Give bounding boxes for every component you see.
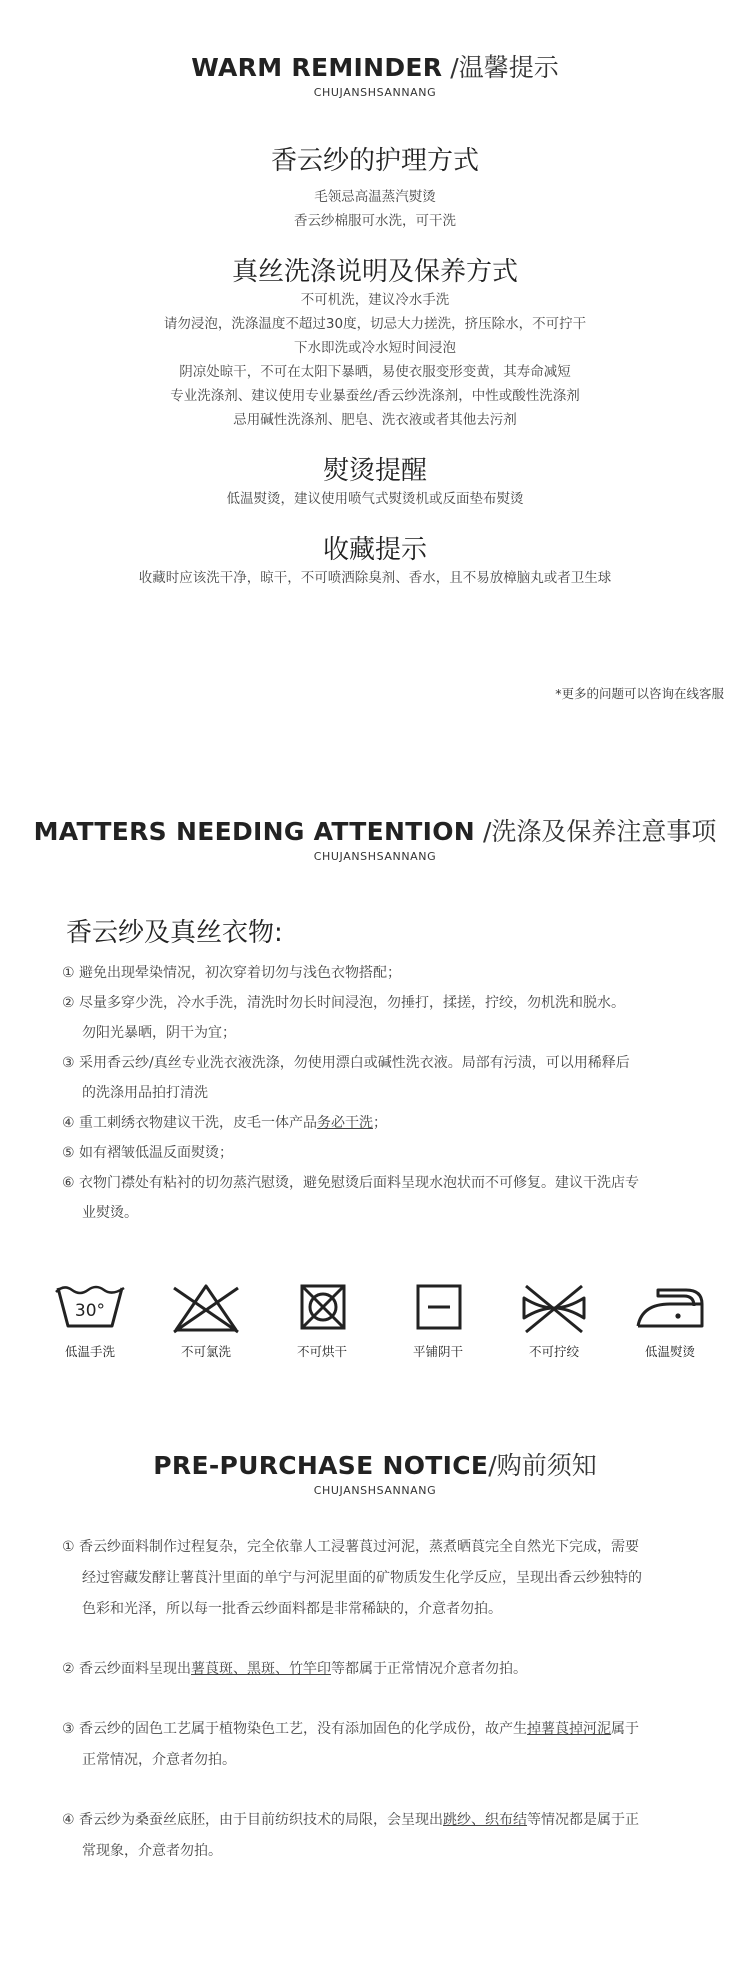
svg-text:30°: 30° — [74, 1301, 106, 1321]
care-line: 请勿浸泡，洗涤温度不超过30度，切忌大力搓洗，挤压除水，不可拧干 — [163, 316, 587, 332]
underlined-text: 薯莨斑、黑斑、竹竿印 — [191, 1661, 332, 1677]
list-item: ④ 重工刺绣衣物建议干洗，皮毛一体产品务必干洗； — [62, 1115, 388, 1131]
no-tumble-dry-icon — [282, 1278, 362, 1338]
care-line: 收藏时应该洗干净，晾干，不可喷洒除臭剂、香水，且不易放樟脑丸或者卫生球 — [138, 570, 612, 586]
matters-attention-header — [0, 812, 750, 863]
list-item: ① 香云纱面料制作过程复杂，完全依靠人工浸薯莨过河泥，蒸煮晒莨完全自然光下完成，需要 经过窖藏发酵让薯莨汁里面的单宁与河泥里面的矿物质发生化学反应，呈现出香云纱独特的 色彩和光泽，所以每一批香云纱面料都是非常稀缺的，介意者勿拍。 — [62, 1539, 642, 1617]
iron-low-icon — [630, 1278, 710, 1338]
list-item: ③ 香云纱的固色工艺属于植物染色工艺，没有添加固色的化学成份，故产生掉薯莨掉河泥属于 正常情况，介意者勿拍。 — [62, 1721, 640, 1768]
footnote: *更多的问题可以咨询在线客服 — [555, 686, 724, 701]
care-block-storage — [0, 529, 750, 590]
care-heading: 熨烫提醒 — [322, 456, 427, 486]
care-symbol — [272, 1278, 372, 1360]
icon-label: 低温熨烫 — [644, 1344, 695, 1359]
dry-flat-shade-icon — [398, 1278, 478, 1338]
section-title-cn: 温馨提示 — [458, 53, 559, 82]
section-subtitle: CHUJANSHSANNANG — [313, 850, 437, 863]
care-line: 不可机洗，建议冷水手洗 — [300, 292, 450, 308]
section-title-en: MATTERS NEEDING ATTENTION — [33, 817, 475, 846]
care-symbol — [156, 1278, 256, 1360]
list-item: ③ 采用香云纱/真丝专业洗衣液洗涤，勿使用漂白或碱性洗衣液。局部有污渍，可以用稀释后 的洗涤用品拍打清洗 — [62, 1055, 630, 1101]
care-symbol — [40, 1278, 140, 1360]
underlined-text: 掉薯莨掉河泥 — [527, 1721, 612, 1737]
no-bleach-icon — [166, 1278, 246, 1338]
icon-label: 不可烘干 — [296, 1344, 347, 1359]
section-title: WARM REMINDER /温馨提示 — [191, 53, 559, 82]
wash-30-icon — [50, 1278, 130, 1338]
icon-label: 不可氯洗 — [180, 1344, 231, 1359]
notice-list — [62, 1532, 702, 1896]
section-subtitle: CHUJANSHSANNANG — [313, 86, 437, 99]
list-item: ④ 香云纱为桑蚕丝底胚，由于目前纺织技术的局限，会呈现出跳纱、织布结等情况都是属于正 常现象，介意者勿拍。 — [62, 1812, 640, 1859]
care-symbol — [504, 1278, 604, 1360]
care-line: 香云纱棉服可水洗，可干洗 — [294, 213, 456, 229]
care-symbol — [388, 1278, 488, 1360]
section-title-cn: 洗涤及保养注意事项 — [491, 817, 717, 846]
section-title-en: WARM REMINDER — [191, 53, 443, 82]
pre-purchase-header — [0, 1446, 750, 1497]
attention-list — [62, 958, 702, 1228]
care-symbols — [40, 1278, 720, 1360]
section-title: MATTERS NEEDING ATTENTION /洗涤及保养注意事项 — [33, 817, 717, 846]
no-wring-icon — [514, 1278, 594, 1338]
section-subtitle: CHUJANSHSANNANG — [313, 1484, 437, 1497]
section-title-cn: 购前须知 — [496, 1451, 597, 1480]
attention-heading: 香云纱及真丝衣物: — [66, 918, 283, 948]
care-line: 下水即洗或冷水短时间浸泡 — [294, 340, 456, 356]
warm-reminder-header — [0, 48, 750, 99]
care-line: 忌用碱性洗涤剂、肥皂、洗衣液或者其他去污剂 — [233, 412, 517, 428]
section-title: PRE-PURCHASE NOTICE/购前须知 — [153, 1451, 597, 1480]
care-block-ironing — [0, 450, 750, 511]
care-instructions — [0, 140, 750, 608]
underlined-text: 跳纱、织布结 — [443, 1812, 528, 1828]
list-item: ② 香云纱面料呈现出薯莨斑、黑斑、竹竿印等都属于正常情况介意者勿拍。 — [62, 1661, 528, 1677]
list-item: ⑤ 如有褶皱低温反面熨烫； — [62, 1145, 234, 1161]
list-item: ⑥ 衣物门襟处有粘衬的切勿蒸汽慰烫，避免慰烫后面料呈现水泡状而不可修复。建议干洗店专 业熨烫。 — [62, 1175, 640, 1221]
list-item: ② 尽量多穿少洗，冷水手洗，清洗时勿长时间浸泡，勿捶打，揉搓，拧绞，勿机洗和脱水。 勿阳光暴晒，阴干为宜； — [62, 995, 626, 1041]
section-title-en: PRE-PURCHASE NOTICE — [153, 1451, 489, 1480]
care-symbol — [620, 1278, 720, 1360]
icon-label: 不可拧绞 — [528, 1344, 579, 1359]
care-heading: 收藏提示 — [322, 535, 427, 565]
icon-label: 低温手洗 — [64, 1344, 115, 1359]
care-heading: 真丝洗涤说明及保养方式 — [231, 257, 518, 287]
care-block-xiangyunsha — [0, 140, 750, 233]
care-line: 阴凉处晾干，不可在太阳下暴晒，易使衣服变形变黄，其寿命减短 — [179, 364, 571, 380]
care-heading: 香云纱的护理方式 — [270, 146, 479, 176]
underlined-text: 务必干洗 — [317, 1115, 374, 1131]
care-line: 低温熨烫，建议使用喷气式熨烫机或反面垫布熨烫 — [226, 491, 524, 507]
list-item: ① 避免出现晕染情况，初次穿着切勿与浅色衣物搭配； — [62, 965, 402, 981]
care-block-silk — [0, 251, 750, 432]
care-line: 毛领忌高温蒸汽熨烫 — [314, 189, 436, 205]
care-line: 专业洗涤剂、建议使用专业暴蚕丝/香云纱洗涤剂，中性或酸性洗涤剂 — [170, 388, 580, 404]
icon-label: 平铺阴干 — [412, 1344, 463, 1359]
